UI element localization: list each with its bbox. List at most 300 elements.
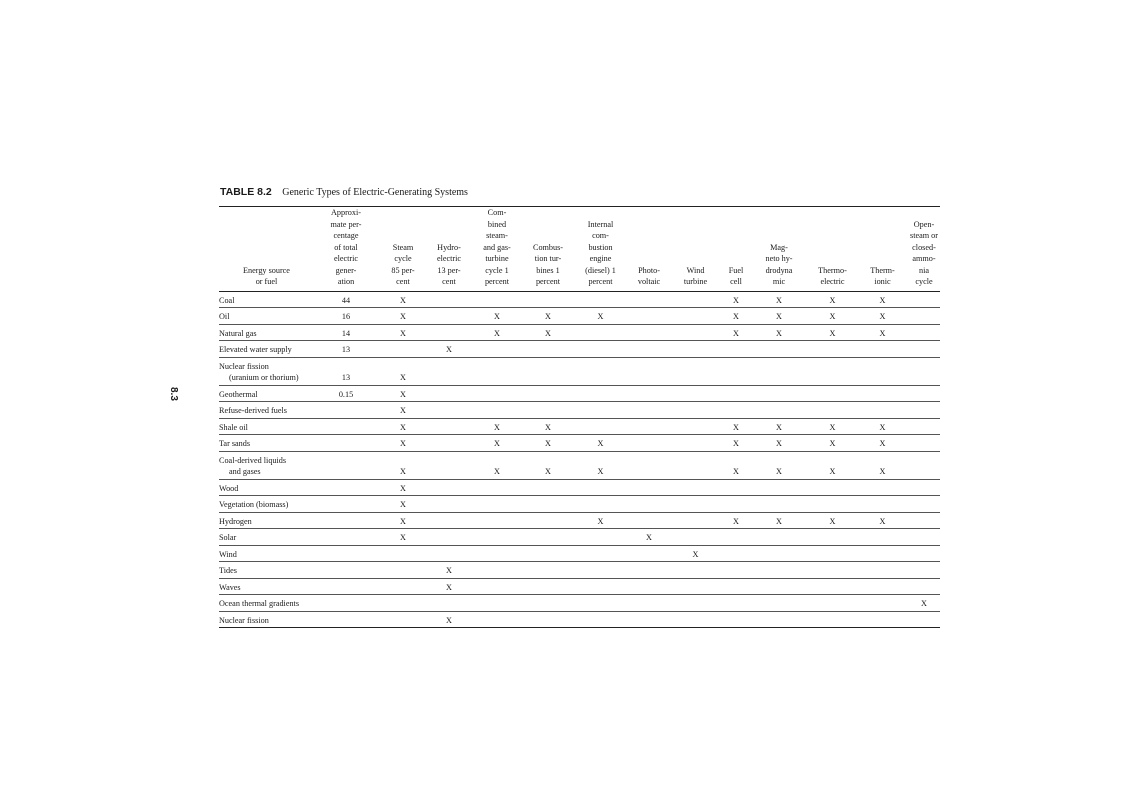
system-mark-cell xyxy=(750,562,808,579)
system-mark-cell xyxy=(808,357,857,385)
system-mark-cell xyxy=(524,291,572,308)
system-mark-cell xyxy=(629,496,669,513)
system-mark-cell xyxy=(750,385,808,402)
system-mark-cell: X xyxy=(722,324,750,341)
system-mark-cell: X xyxy=(722,451,750,479)
column-header-line: gener- xyxy=(335,265,357,275)
system-mark-cell xyxy=(908,402,940,419)
column-header-line: cent xyxy=(442,277,456,286)
column-header-line: ation xyxy=(337,277,355,286)
energy-source-cell xyxy=(219,512,314,529)
column-header-line: electric xyxy=(820,277,845,286)
system-mark-cell xyxy=(857,479,908,496)
energy-source-label: Waves xyxy=(219,582,241,592)
energy-source-cell xyxy=(219,385,314,402)
system-mark-cell: X xyxy=(750,324,808,341)
column-header-line: turbine xyxy=(485,254,509,263)
percentage-cell: 16 xyxy=(314,308,378,325)
system-mark-cell xyxy=(470,512,524,529)
system-mark-cell: X xyxy=(722,435,750,452)
system-mark-cell xyxy=(908,308,940,325)
system-mark-cell xyxy=(470,529,524,546)
system-mark-cell: X xyxy=(378,308,428,325)
system-mark-cell: X xyxy=(572,308,629,325)
table-header xyxy=(219,207,940,292)
column-header xyxy=(808,207,857,292)
column-header-line: mic xyxy=(772,277,786,286)
table-row xyxy=(219,545,940,562)
system-mark-cell xyxy=(857,385,908,402)
column-header-line: Hydro- xyxy=(437,242,461,252)
energy-source-cell xyxy=(219,291,314,308)
column-header-line: closed- xyxy=(912,242,936,252)
energy-source-label: Oil xyxy=(219,312,230,321)
system-mark-cell xyxy=(572,341,629,358)
system-mark-cell xyxy=(629,357,669,385)
system-mark-cell xyxy=(378,595,428,612)
system-mark-cell xyxy=(524,496,572,513)
column-header-line: Thermo- xyxy=(818,265,847,275)
energy-source-cell xyxy=(219,451,314,479)
system-mark-cell xyxy=(722,357,750,385)
system-mark-cell: X xyxy=(669,545,722,562)
column-header-line: cent xyxy=(396,277,410,286)
system-mark-cell xyxy=(722,545,750,562)
system-mark-cell xyxy=(572,578,629,595)
energy-source-cell xyxy=(219,341,314,358)
system-mark-cell xyxy=(629,451,669,479)
system-mark-cell xyxy=(908,496,940,513)
system-mark-cell xyxy=(908,418,940,435)
column-header xyxy=(629,207,669,292)
energy-source-label: and gases xyxy=(229,467,261,476)
percentage-cell xyxy=(314,578,378,595)
system-mark-cell xyxy=(808,385,857,402)
electric-generating-systems-table xyxy=(219,206,940,628)
system-mark-cell xyxy=(908,512,940,529)
system-mark-cell: X xyxy=(378,435,428,452)
percentage-cell: 44 xyxy=(314,291,378,308)
system-mark-cell xyxy=(857,545,908,562)
column-header-line: nia xyxy=(918,265,929,275)
system-mark-cell xyxy=(629,402,669,419)
system-mark-cell xyxy=(808,529,857,546)
system-mark-cell: X xyxy=(629,529,669,546)
system-mark-cell xyxy=(669,529,722,546)
column-header-line: Energy source xyxy=(243,265,290,275)
system-mark-cell xyxy=(669,418,722,435)
column-header-line: percent xyxy=(535,277,561,286)
system-mark-cell: X xyxy=(808,451,857,479)
energy-source-cell xyxy=(219,324,314,341)
column-header-line: mate per- xyxy=(330,219,362,229)
column-header-line: centage xyxy=(333,231,359,240)
system-mark-cell: X xyxy=(572,512,629,529)
system-mark-cell: X xyxy=(857,435,908,452)
header-row xyxy=(219,207,940,292)
system-mark-cell xyxy=(857,357,908,385)
system-mark-cell xyxy=(750,402,808,419)
system-mark-cell xyxy=(857,578,908,595)
system-mark-cell: X xyxy=(808,324,857,341)
column-header-line: or fuel xyxy=(255,277,278,286)
system-mark-cell xyxy=(378,611,428,628)
column-header xyxy=(750,207,808,292)
page-number: 8.3 xyxy=(168,387,179,401)
percentage-cell xyxy=(314,529,378,546)
system-mark-cell xyxy=(524,611,572,628)
system-mark-cell xyxy=(629,611,669,628)
system-mark-cell xyxy=(669,341,722,358)
system-mark-cell: X xyxy=(722,291,750,308)
system-mark-cell xyxy=(428,402,470,419)
system-mark-cell xyxy=(808,578,857,595)
system-mark-cell xyxy=(908,291,940,308)
energy-source-label: Hydrogen xyxy=(219,516,252,526)
column-header xyxy=(857,207,908,292)
system-mark-cell: X xyxy=(378,496,428,513)
system-mark-cell xyxy=(572,496,629,513)
system-mark-cell xyxy=(524,595,572,612)
system-mark-cell: X xyxy=(470,324,524,341)
system-mark-cell xyxy=(908,562,940,579)
energy-source-label: Coal-derived liquids xyxy=(219,455,287,465)
energy-source-label: Ocean thermal gradients xyxy=(219,599,300,608)
system-mark-cell xyxy=(524,562,572,579)
percentage-cell xyxy=(314,479,378,496)
system-mark-cell: X xyxy=(750,451,808,479)
table-row xyxy=(219,512,940,529)
system-mark-cell xyxy=(524,385,572,402)
system-mark-cell xyxy=(470,545,524,562)
column-header-line: Fuel xyxy=(728,265,744,275)
column-header xyxy=(428,207,470,292)
energy-source-label: Solar xyxy=(219,533,237,542)
system-mark-cell xyxy=(669,512,722,529)
system-mark-cell xyxy=(857,562,908,579)
system-mark-cell: X xyxy=(857,308,908,325)
percentage-cell xyxy=(314,451,378,479)
table-row xyxy=(219,496,940,513)
column-header-line: steam- xyxy=(486,231,508,240)
system-mark-cell xyxy=(572,385,629,402)
system-mark-cell xyxy=(808,611,857,628)
energy-source-cell xyxy=(219,479,314,496)
system-mark-cell: X xyxy=(470,308,524,325)
percentage-cell: 0.15 xyxy=(314,385,378,402)
system-mark-cell: X xyxy=(908,595,940,612)
system-mark-cell xyxy=(629,291,669,308)
system-mark-cell xyxy=(722,611,750,628)
column-header xyxy=(314,207,378,292)
table-row xyxy=(219,291,940,308)
system-mark-cell xyxy=(572,611,629,628)
table-row xyxy=(219,357,940,385)
table-row xyxy=(219,341,940,358)
system-mark-cell xyxy=(908,545,940,562)
system-mark-cell xyxy=(750,611,808,628)
system-mark-cell xyxy=(808,402,857,419)
table-row xyxy=(219,595,940,612)
table-row xyxy=(219,402,940,419)
percentage-cell xyxy=(314,512,378,529)
column-header-line: electric xyxy=(333,254,359,263)
system-mark-cell xyxy=(722,562,750,579)
system-mark-cell xyxy=(722,402,750,419)
system-mark-cell xyxy=(750,496,808,513)
energy-source-label: Natural gas xyxy=(219,328,257,338)
system-mark-cell xyxy=(524,402,572,419)
column-header-line: drodyna xyxy=(765,265,793,275)
table-row xyxy=(219,479,940,496)
system-mark-cell xyxy=(857,341,908,358)
system-mark-cell: X xyxy=(750,418,808,435)
column-header-line: Approxi- xyxy=(330,208,361,217)
system-mark-cell xyxy=(629,418,669,435)
table-body xyxy=(219,291,940,628)
system-mark-cell xyxy=(908,529,940,546)
system-mark-cell: X xyxy=(808,291,857,308)
system-mark-cell xyxy=(857,496,908,513)
system-mark-cell xyxy=(908,324,940,341)
system-mark-cell xyxy=(629,595,669,612)
system-mark-cell xyxy=(428,595,470,612)
column-header xyxy=(524,207,572,292)
system-mark-cell xyxy=(572,324,629,341)
column-header-line: ionic xyxy=(874,277,891,286)
system-mark-cell: X xyxy=(378,418,428,435)
energy-source-label: Refuse-derived fuels xyxy=(219,406,287,415)
energy-source-cell xyxy=(219,308,314,325)
system-mark-cell xyxy=(572,291,629,308)
column-header-line: steam or xyxy=(910,231,938,240)
system-mark-cell xyxy=(750,357,808,385)
system-mark-cell xyxy=(750,479,808,496)
column-header-line: tion tur- xyxy=(534,254,562,263)
system-mark-cell: X xyxy=(470,451,524,479)
system-mark-cell xyxy=(629,479,669,496)
column-header xyxy=(572,207,629,292)
column-header-line: neto hy- xyxy=(765,254,793,263)
energy-source-label: Tar sands xyxy=(219,439,251,448)
system-mark-cell xyxy=(750,341,808,358)
system-mark-cell xyxy=(470,595,524,612)
system-mark-cell: X xyxy=(572,435,629,452)
column-header-line: cycle 1 xyxy=(485,265,509,275)
system-mark-cell xyxy=(572,545,629,562)
system-mark-cell xyxy=(470,291,524,308)
system-mark-cell xyxy=(857,595,908,612)
percentage-cell xyxy=(314,545,378,562)
system-mark-cell xyxy=(669,479,722,496)
column-header xyxy=(378,207,428,292)
system-mark-cell xyxy=(908,385,940,402)
system-mark-cell xyxy=(808,562,857,579)
column-header-line: 85 per- xyxy=(391,265,415,275)
table-row xyxy=(219,611,940,628)
energy-source-label: Nuclear fission xyxy=(219,361,269,371)
system-mark-cell xyxy=(428,291,470,308)
system-mark-cell xyxy=(908,451,940,479)
system-mark-cell: X xyxy=(750,512,808,529)
column-header-line: bined xyxy=(487,219,507,229)
system-mark-cell: X xyxy=(722,418,750,435)
system-mark-cell xyxy=(908,341,940,358)
system-mark-cell xyxy=(524,545,572,562)
column-header-line: engine xyxy=(589,254,612,263)
system-mark-cell xyxy=(428,512,470,529)
system-mark-cell xyxy=(669,611,722,628)
system-mark-cell xyxy=(857,611,908,628)
column-header-line: Wind xyxy=(686,265,705,275)
table-row xyxy=(219,529,940,546)
system-mark-cell xyxy=(750,578,808,595)
column-header-line: Steam xyxy=(392,242,414,252)
system-mark-cell: X xyxy=(378,512,428,529)
column-header-line: cycle xyxy=(394,254,412,263)
percentage-cell xyxy=(314,562,378,579)
system-mark-cell xyxy=(722,341,750,358)
table-title: Generic Types of Electric-Generating Systems xyxy=(282,187,468,198)
column-header-line: turbine xyxy=(683,277,708,286)
energy-source-label: (uranium or thorium) xyxy=(229,373,299,382)
system-mark-cell xyxy=(629,324,669,341)
energy-source-cell xyxy=(219,611,314,628)
system-mark-cell xyxy=(808,595,857,612)
energy-source-cell xyxy=(219,545,314,562)
system-mark-cell: X xyxy=(428,341,470,358)
system-mark-cell xyxy=(629,308,669,325)
system-mark-cell xyxy=(629,545,669,562)
system-mark-cell: X xyxy=(750,291,808,308)
system-mark-cell xyxy=(428,479,470,496)
table-row xyxy=(219,435,940,452)
column-header-line: (diesel) 1 xyxy=(585,265,616,275)
system-mark-cell xyxy=(572,402,629,419)
column-header-line: bustion xyxy=(588,242,613,252)
system-mark-cell: X xyxy=(378,402,428,419)
system-mark-cell: X xyxy=(722,308,750,325)
system-mark-cell xyxy=(750,529,808,546)
system-mark-cell xyxy=(629,578,669,595)
system-mark-cell xyxy=(470,496,524,513)
system-mark-cell xyxy=(572,357,629,385)
energy-source-label: Shale oil xyxy=(219,422,248,432)
column-header-line: cycle xyxy=(915,277,933,286)
system-mark-cell xyxy=(750,545,808,562)
system-mark-cell: X xyxy=(378,291,428,308)
system-mark-cell xyxy=(428,529,470,546)
column-header-line: percent xyxy=(588,277,613,286)
system-mark-cell xyxy=(470,611,524,628)
system-mark-cell: X xyxy=(524,324,572,341)
system-mark-cell xyxy=(629,512,669,529)
column-header-line: Combus- xyxy=(532,242,564,252)
system-mark-cell xyxy=(378,341,428,358)
table-row xyxy=(219,385,940,402)
column-header-line: cell xyxy=(730,277,742,286)
system-mark-cell xyxy=(808,545,857,562)
energy-source-label: Wind xyxy=(219,549,237,559)
system-mark-cell xyxy=(470,562,524,579)
system-mark-cell xyxy=(669,578,722,595)
system-mark-cell xyxy=(722,595,750,612)
column-header-line: percent xyxy=(484,277,510,286)
system-mark-cell xyxy=(669,291,722,308)
system-mark-cell: X xyxy=(750,435,808,452)
column-header-line: Open- xyxy=(913,219,935,229)
percentage-cell xyxy=(314,595,378,612)
system-mark-cell xyxy=(669,402,722,419)
system-mark-cell: X xyxy=(524,435,572,452)
system-mark-cell xyxy=(669,357,722,385)
system-mark-cell xyxy=(428,496,470,513)
percentage-cell: 14 xyxy=(314,324,378,341)
system-mark-cell xyxy=(669,595,722,612)
percentage-cell xyxy=(314,435,378,452)
energy-source-cell xyxy=(219,402,314,419)
system-mark-cell: X xyxy=(857,451,908,479)
system-mark-cell: X xyxy=(378,451,428,479)
percentage-cell xyxy=(314,402,378,419)
energy-source-label: Tides xyxy=(219,566,237,575)
system-mark-cell xyxy=(669,562,722,579)
system-mark-cell: X xyxy=(524,451,572,479)
system-mark-cell: X xyxy=(446,615,452,625)
system-mark-cell xyxy=(470,357,524,385)
system-mark-cell xyxy=(428,545,470,562)
system-mark-cell: X xyxy=(378,529,428,546)
system-mark-cell xyxy=(669,308,722,325)
system-mark-cell: X xyxy=(808,418,857,435)
column-header-line: Mag- xyxy=(770,242,788,252)
system-mark-cell xyxy=(572,562,629,579)
system-mark-cell: X xyxy=(524,418,572,435)
energy-source-label: Vegetation (biomass) xyxy=(219,500,289,509)
system-mark-cell xyxy=(722,479,750,496)
energy-source-cell xyxy=(219,529,314,546)
system-mark-cell xyxy=(428,435,470,452)
system-mark-cell xyxy=(428,324,470,341)
system-mark-cell xyxy=(722,578,750,595)
column-header-line: bines 1 xyxy=(536,265,560,275)
system-mark-cell xyxy=(470,385,524,402)
column-header-line: electric xyxy=(436,254,462,263)
system-mark-cell: X xyxy=(857,512,908,529)
system-mark-cell xyxy=(524,357,572,385)
system-mark-cell xyxy=(378,562,428,579)
column-header-line: Photo- xyxy=(638,265,660,275)
percentage-cell xyxy=(314,496,378,513)
system-mark-cell: X xyxy=(808,512,857,529)
system-mark-cell: X xyxy=(428,578,470,595)
system-mark-cell xyxy=(669,435,722,452)
system-mark-cell xyxy=(428,308,470,325)
column-header xyxy=(470,207,524,292)
system-mark-cell xyxy=(908,611,940,628)
system-mark-cell: X xyxy=(857,418,908,435)
system-mark-cell: X xyxy=(750,308,808,325)
column-header-line: Com- xyxy=(487,208,507,217)
system-mark-cell xyxy=(572,595,629,612)
system-mark-cell xyxy=(572,418,629,435)
system-mark-cell xyxy=(908,357,940,385)
system-mark-cell xyxy=(722,385,750,402)
system-mark-cell xyxy=(428,357,470,385)
column-header-line: Internal xyxy=(587,219,614,229)
system-mark-cell xyxy=(572,529,629,546)
system-mark-cell xyxy=(908,479,940,496)
